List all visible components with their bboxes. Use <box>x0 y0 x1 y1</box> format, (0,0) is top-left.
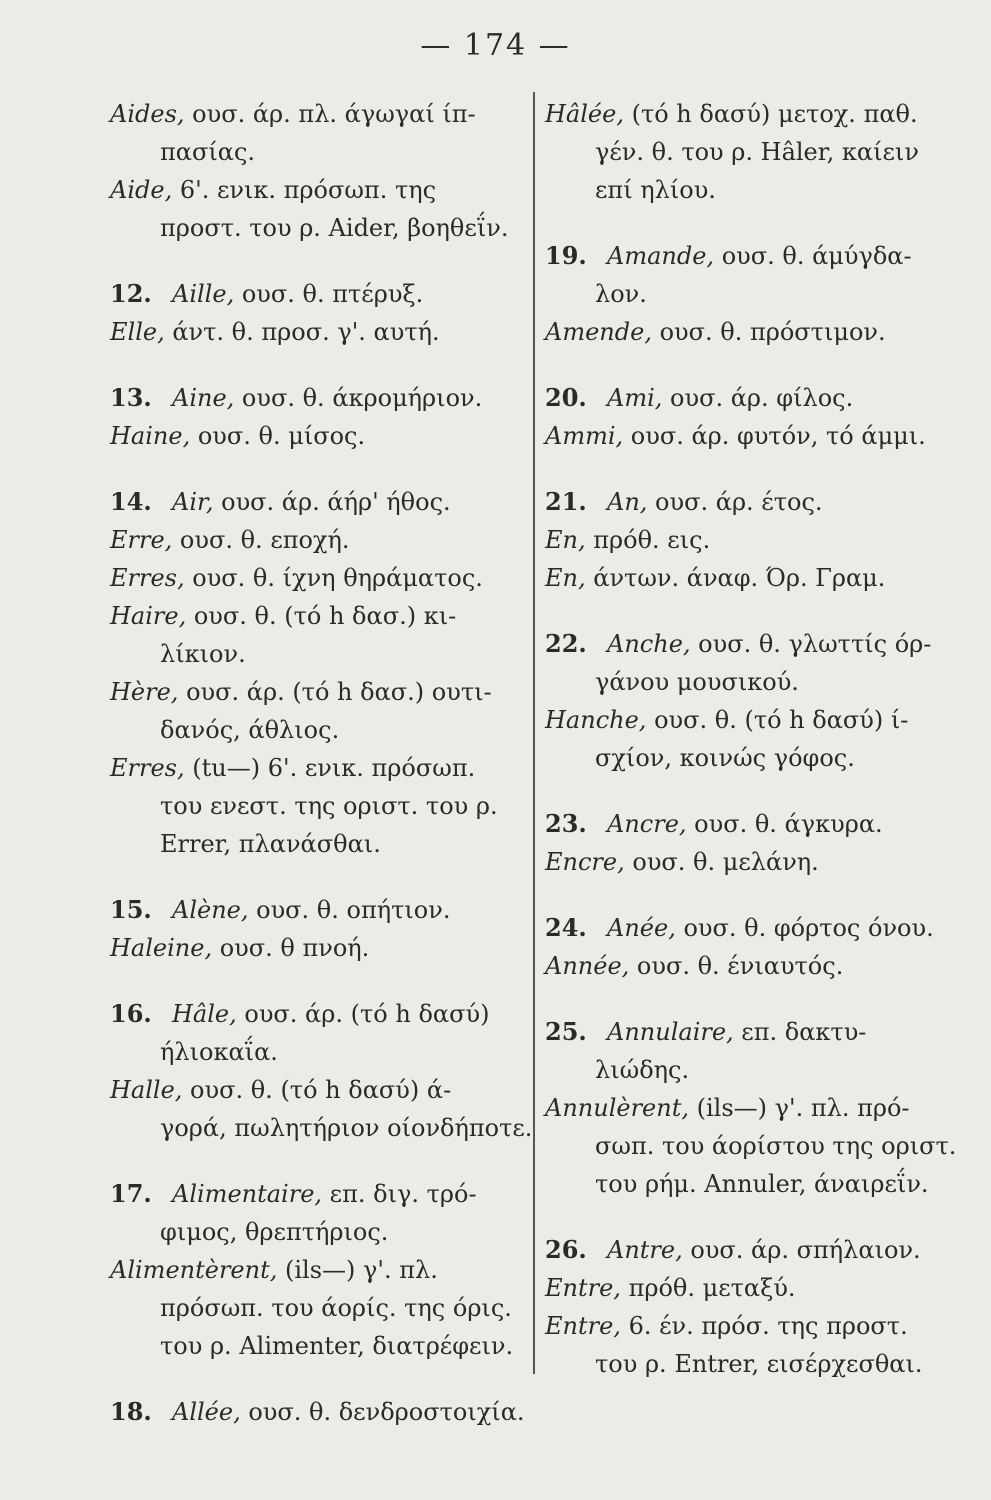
entry-continuation-line <box>110 1109 533 1147</box>
headword: Annulaire, <box>607 1018 734 1046</box>
entry-continuation-line <box>110 1033 522 1071</box>
entry-number: 18. <box>110 1397 152 1426</box>
definition-text: σχίον, κοινώς γόφος. <box>595 744 855 772</box>
entry-line <box>110 483 522 521</box>
entry-number: 23. <box>545 809 587 838</box>
entry-line <box>110 597 522 635</box>
headword: Aille, <box>172 280 235 308</box>
definition-text: προστ. του ρ. Aider, βοηθεΐν. <box>160 214 509 242</box>
definition-text: (τό h δασύ) μετοχ. παθ. <box>623 100 918 128</box>
definition-text: άντων. άναφ. Όρ. Γραμ. <box>585 564 886 592</box>
definition-text: ουσ. άρ. φίλος. <box>662 384 854 412</box>
entry-line <box>545 95 965 133</box>
definition-text: λιώδης. <box>595 1056 690 1084</box>
page-number: — 174 — <box>420 28 571 63</box>
definition-text: ουσ. θ. ένιαυτός. <box>629 952 844 980</box>
definition-text: του ρ. Alimenter, διατρέφειν. <box>160 1332 514 1360</box>
entry-line <box>545 417 965 455</box>
entry-number: 12. <box>110 279 152 308</box>
entry-continuation-line <box>110 635 522 673</box>
column-divider <box>533 92 535 1374</box>
entry-gap <box>545 455 965 483</box>
headword: Haire, <box>110 602 187 630</box>
entry-line <box>110 171 522 209</box>
definition-text: ουσ. θ. δενδροστοιχία. <box>240 1398 525 1426</box>
entry-line <box>110 275 522 313</box>
entry-number: 21. <box>545 487 587 516</box>
entry-line <box>545 701 965 739</box>
definition-text: ουσ. θ. (τό h δασύ) ά- <box>182 1076 452 1104</box>
entry-number: 16. <box>110 999 152 1028</box>
entry-line <box>110 929 522 967</box>
entry-line <box>545 379 965 417</box>
entry-continuation-line <box>545 133 965 171</box>
headword: Allée, <box>172 1398 241 1426</box>
entry-continuation-line <box>110 711 522 749</box>
entry-line <box>110 95 522 133</box>
definition-text: ουσ. θ. γλωττίς όρ- <box>690 630 932 658</box>
headword: Elle, <box>110 318 165 346</box>
entry-line <box>545 1089 965 1127</box>
entry-line <box>110 673 522 711</box>
definition-text: πρόθ. εις. <box>585 526 711 554</box>
entry-continuation-line <box>110 209 522 247</box>
entry-line <box>545 625 965 663</box>
headword: Hâlée, <box>545 100 624 128</box>
entry-gap <box>110 1365 522 1393</box>
headword: Alène, <box>172 896 249 924</box>
entry-line <box>110 521 522 559</box>
headword: Ancre, <box>607 810 687 838</box>
entry-line <box>545 843 965 881</box>
headword: Amande, <box>607 242 715 270</box>
definition-text: σωπ. του άορίστου της οριστ. <box>595 1132 957 1160</box>
entry-line <box>110 1251 522 1289</box>
entry-gap <box>110 351 522 379</box>
headword: Antre, <box>607 1236 683 1264</box>
headword: Alimentaire, <box>172 1180 323 1208</box>
headword: Hâle, <box>172 1000 237 1028</box>
headword: Hère, <box>110 678 179 706</box>
entry-line <box>110 559 522 597</box>
entry-continuation-line <box>545 663 965 701</box>
entry-line <box>545 1013 965 1051</box>
entry-line <box>110 379 522 417</box>
definition-text: (ils—) γ'. πλ. πρό- <box>689 1094 910 1122</box>
entry-gap <box>110 863 522 891</box>
entry-gap <box>110 967 522 995</box>
entry-line <box>110 995 522 1033</box>
definition-text: ουσ. θ. μελάνη. <box>624 848 819 876</box>
definition-text: ουσ. άρ. σπήλαιον. <box>682 1236 921 1264</box>
entry-continuation-line <box>110 1213 522 1251</box>
entry-gap <box>545 1203 965 1231</box>
definition-text: ουσ. άρ. φυτόν, τό άμμι. <box>623 422 926 450</box>
definition-text: πασίας. <box>160 138 256 166</box>
entry-line <box>110 417 522 455</box>
headword: Halle, <box>110 1076 183 1104</box>
definition-text: επί ηλίου. <box>595 176 716 204</box>
definition-text: πρόθ. μεταξύ. <box>620 1274 796 1302</box>
definition-text: Errer, πλανάσθαι. <box>160 830 381 858</box>
definition-text: ουσ. άρ. άήρ' ήθος. <box>213 488 451 516</box>
headword: Haleine, <box>110 934 213 962</box>
entry-line <box>545 313 965 351</box>
headword: Aides, <box>110 100 185 128</box>
headword: Année, <box>545 952 630 980</box>
entry-number: 17. <box>110 1179 152 1208</box>
entry-continuation-line <box>110 825 522 863</box>
definition-text: γέν. θ. του ρ. Hâler, καίειν <box>595 138 919 166</box>
headword: En, <box>545 564 586 592</box>
entry-continuation-line <box>545 275 965 313</box>
definition-text: ουσ. θ. πρόστιμον. <box>651 318 886 346</box>
headword: Erres, <box>110 754 185 782</box>
entry-gap <box>545 985 965 1013</box>
definition-text: ήλιοκαΐα. <box>160 1038 278 1066</box>
entry-gap <box>545 777 965 805</box>
entry-continuation-line <box>110 1289 522 1327</box>
definition-text: ουσ. θ. ίχνη θηράματος. <box>184 564 483 592</box>
entry-continuation-line <box>545 171 965 209</box>
headword: Hanche, <box>545 706 647 734</box>
right-column <box>545 95 965 1383</box>
definition-text: γορά, πωλητήριον οίονδήποτε. <box>160 1114 533 1142</box>
definition-text: επ. διγ. τρό- <box>322 1180 477 1208</box>
entry-number: 14. <box>110 487 152 516</box>
definition-text: ουσ. θ. άμύγδα- <box>714 242 912 270</box>
entry-gap <box>545 209 965 237</box>
entry-number: 19. <box>545 241 587 270</box>
definition-text: ουσ. θ. εποχή. <box>172 526 350 554</box>
headword: Annulèrent, <box>545 1094 689 1122</box>
definition-text: ουσ. θ. οπήτιον. <box>248 896 451 924</box>
headword: Haine, <box>110 422 191 450</box>
definition-text: του ρήμ. Annuler, άναιρεΐν. <box>595 1170 929 1198</box>
headword: Air, <box>172 488 214 516</box>
headword: Aide, <box>110 176 173 204</box>
definition-text: ουσ. θ. (τό h δασ.) κι- <box>186 602 457 630</box>
headword: Anche, <box>607 630 691 658</box>
entry-continuation-line <box>110 787 522 825</box>
entry-continuation-line <box>110 1327 522 1365</box>
definition-text: του ρ. Entrer, εισέρχεσθαι. <box>595 1350 923 1378</box>
entry-number: 13. <box>110 383 152 412</box>
entry-line <box>110 1071 522 1109</box>
entry-line <box>110 1393 525 1431</box>
headword: An, <box>607 488 648 516</box>
definition-text: επ. δακτυ- <box>733 1018 867 1046</box>
definition-text: ουσ. άρ. (τό h δασ.) ουτι- <box>178 678 492 706</box>
headword: Amende, <box>545 318 652 346</box>
definition-text: λον. <box>595 280 647 308</box>
headword: Anée, <box>607 914 676 942</box>
entry-continuation-line <box>545 739 965 777</box>
definition-text: ουσ. θ. (τό h δασύ) ί- <box>646 706 909 734</box>
entry-line <box>545 805 965 843</box>
definition-text: ουσ. θ. φόρτος όνου. <box>675 914 934 942</box>
entry-number: 22. <box>545 629 587 658</box>
entry-line <box>545 947 965 985</box>
definition-text: ουσ. άρ. πλ. άγωγαί ίπ- <box>184 100 476 128</box>
definition-text: (ils—) γ'. πλ. <box>277 1256 438 1284</box>
headword: Entre, <box>545 1312 621 1340</box>
entry-number: 20. <box>545 383 587 412</box>
entry-line <box>545 559 965 597</box>
headword: Erres, <box>110 564 185 592</box>
entry-line <box>110 749 522 787</box>
entry-gap <box>110 1147 522 1175</box>
left-column <box>110 95 533 1431</box>
entry-gap <box>545 597 965 625</box>
headword: Ammi, <box>545 422 624 450</box>
headword: Alimentèrent, <box>110 1256 278 1284</box>
entry-number: 25. <box>545 1017 587 1046</box>
definition-text: φιμος, θρεπτήριος. <box>160 1218 389 1246</box>
definition-text: 6'. ενικ. πρόσωπ. της <box>172 176 437 204</box>
entry-gap <box>110 455 522 483</box>
definition-text: λίκιον. <box>160 640 246 668</box>
definition-text: ουσ. θ πνοή. <box>212 934 370 962</box>
entry-number: 24. <box>545 913 587 942</box>
entry-gap <box>110 247 522 275</box>
entry-number: 26. <box>545 1235 587 1264</box>
definition-text: ουσ. θ. πτέρυξ. <box>234 280 424 308</box>
headword: Entre, <box>545 1274 621 1302</box>
definition-text: (tu—) 6'. ενικ. πρόσωπ. <box>184 754 476 782</box>
definition-text: ουσ. θ. άγκυρα. <box>686 810 883 838</box>
entry-continuation-line <box>545 1165 965 1203</box>
headword: Erre, <box>110 526 173 554</box>
definition-text: του ενεστ. της οριστ. του ρ. <box>160 792 498 820</box>
entry-line <box>545 1307 965 1345</box>
headword: Aine, <box>172 384 235 412</box>
entry-continuation-line <box>110 133 522 171</box>
entry-number: 15. <box>110 895 152 924</box>
headword: En, <box>545 526 586 554</box>
entry-line <box>110 313 522 351</box>
entry-line <box>545 521 965 559</box>
definition-text: γάνου μουσικού. <box>595 668 799 696</box>
definition-text: 6. έν. πρόσ. της προστ. <box>620 1312 908 1340</box>
entry-line <box>545 483 965 521</box>
entry-gap <box>545 881 965 909</box>
entry-line <box>110 1175 522 1213</box>
entry-line <box>545 1269 965 1307</box>
definition-text: άντ. θ. προσ. γ'. αυτή. <box>164 318 440 346</box>
headword: Encre, <box>545 848 625 876</box>
definition-text: ουσ. θ. άκρομήριον. <box>234 384 483 412</box>
entry-continuation-line <box>545 1051 965 1089</box>
definition-text: δανός, άθλιος. <box>160 716 340 744</box>
definition-text: ουσ. θ. μίσος. <box>190 422 366 450</box>
headword: Ami, <box>607 384 663 412</box>
entry-continuation-line <box>545 1127 965 1165</box>
entry-line <box>545 909 965 947</box>
definition-text: πρόσωπ. του άορίς. της όρις. <box>160 1294 512 1322</box>
entry-line <box>545 237 965 275</box>
definition-text: ουσ. άρ. (τό h δασύ) <box>236 1000 490 1028</box>
entry-line <box>110 891 522 929</box>
definition-text: ουσ. άρ. έτος. <box>647 488 823 516</box>
entry-gap <box>545 351 965 379</box>
entry-continuation-line <box>545 1345 965 1383</box>
entry-line <box>545 1231 965 1269</box>
